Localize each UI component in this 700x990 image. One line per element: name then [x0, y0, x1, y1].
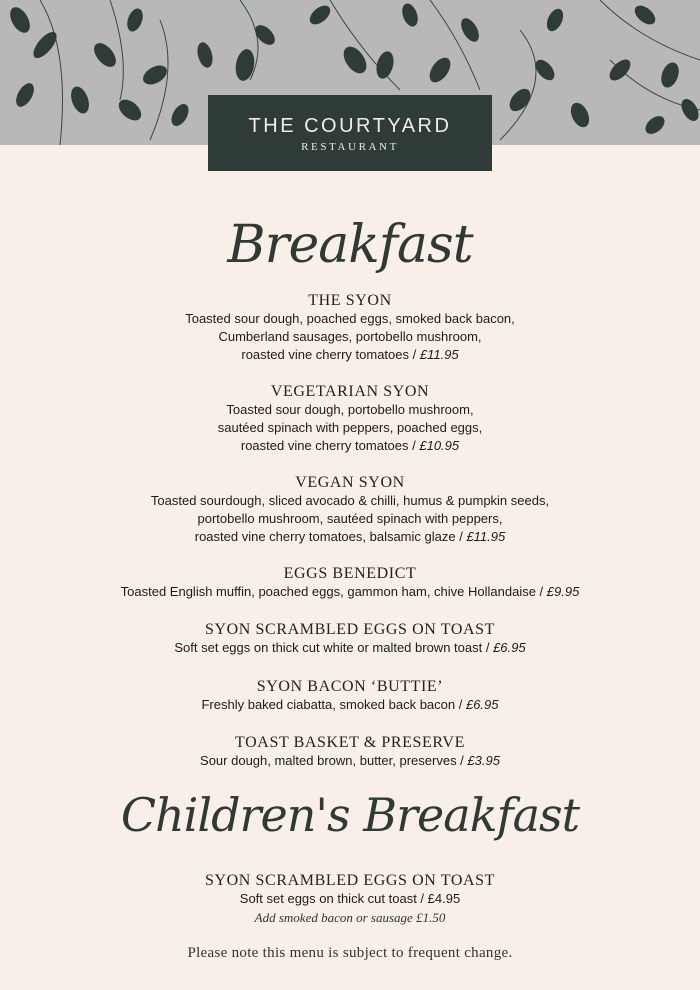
logo-title: THE COURTYARD [248, 115, 452, 137]
item-desc-text: Soft set eggs on thick cut toast / [239, 891, 428, 906]
item-name: SYON SCRAMBLED EGGS ON TOAST [204, 621, 496, 638]
item-price: £6.95 [465, 697, 499, 712]
item-desc-line [0, 890, 700, 908]
item-price: £3.95 [467, 753, 500, 768]
item-name: TOAST BASKET & PRESERVE [235, 734, 465, 751]
menu-item [0, 382, 700, 455]
item-desc-line: Cumberland sausages, portobello mushroom, [218, 329, 482, 344]
item-desc-line [0, 696, 700, 714]
item-desc-text: Sour dough, malted brown, butter, preserves / [200, 753, 468, 768]
item-desc-text: roasted vine cherry tomatoes / [241, 347, 420, 362]
item-desc-text: Soft set eggs on thick cut white or malted brown toast / [174, 640, 494, 655]
menu-item [0, 733, 700, 770]
item-desc-line: Toasted sour dough, poached eggs, smoked back bacon, [185, 311, 515, 326]
item-desc-line [0, 437, 700, 455]
menu-item [0, 620, 700, 657]
childrens-breakfast-heading: Children's Breakfast [120, 788, 580, 842]
item-desc-text: roasted vine cherry tomatoes, balsamic glaze / [194, 529, 467, 544]
item-desc-text: roasted vine cherry tomatoes / [240, 438, 420, 453]
breakfast-heading: Breakfast [227, 215, 473, 275]
item-price: £10.95 [419, 438, 460, 453]
item-desc-text: Freshly baked ciabatta, smoked back bacon / [201, 697, 466, 712]
item-desc-line: sautéed spinach with peppers, poached eggs, [217, 420, 483, 435]
item-addon: Add smoked bacon or sausage £1.50 [254, 910, 446, 925]
menu-item [0, 677, 700, 714]
item-name: VEGETARIAN SYON [270, 383, 430, 400]
item-desc-line [0, 583, 700, 601]
item-price: £4.95 [427, 891, 461, 906]
item-name: VEGAN SYON [295, 474, 405, 491]
item-desc-line: Toasted sour dough, portobello mushroom, [226, 402, 474, 417]
item-price: £6.95 [493, 640, 526, 655]
logo-subtitle: RESTAURANT [301, 141, 399, 153]
menu-item [0, 473, 700, 546]
menu-item [0, 291, 700, 364]
item-price: £11.95 [419, 347, 459, 362]
item-name: SYON BACON ‘BUTTIE’ [256, 678, 444, 695]
item-desc-line [0, 639, 700, 657]
item-desc-line [0, 528, 700, 546]
item-desc-text: Toasted English muffin, poached eggs, gammon ham, chive Hollandaise / [120, 584, 547, 599]
item-desc-line [0, 346, 700, 364]
item-desc-line [0, 752, 700, 770]
item-desc-line: portobello mushroom, sautéed spinach with peppers, [197, 511, 503, 526]
item-name: SYON SCRAMBLED EGGS ON TOAST [204, 872, 496, 889]
item-price: £9.95 [546, 584, 580, 599]
menu-item [0, 564, 700, 601]
menu-note: Please note this menu is subject to frequent change. [187, 945, 513, 961]
restaurant-logo [208, 95, 492, 171]
item-price: £11.95 [466, 529, 506, 544]
menu-item [0, 871, 700, 927]
item-name: EGGS BENEDICT [283, 565, 417, 582]
item-name: THE SYON [308, 292, 392, 309]
item-desc-line: Toasted sourdough, sliced avocado & chilli, humus & pumpkin seeds, [150, 493, 550, 508]
